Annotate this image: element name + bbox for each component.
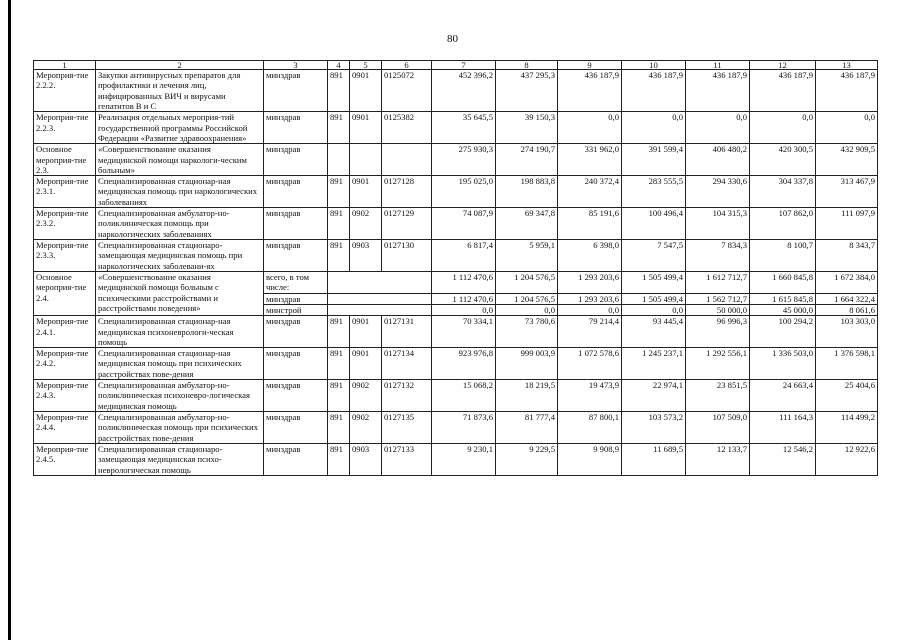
code-cell: 891 bbox=[328, 380, 350, 412]
amount-cell: 436 187,9 bbox=[816, 70, 878, 112]
table-row bbox=[34, 412, 878, 444]
activity-name-cell: Специализированная стационаро-замещающая медицинская помощь при наркологических заболевани-ях bbox=[96, 240, 264, 272]
amount-cell: 331 962,0 bbox=[558, 144, 622, 176]
amount-cell: 1 612 712,7 bbox=[686, 271, 750, 293]
code-cell: 891 bbox=[328, 443, 350, 475]
executor-cell: минздрав bbox=[264, 176, 328, 208]
code-cell: 0127135 bbox=[382, 412, 432, 444]
amount-cell: 81 777,4 bbox=[496, 412, 558, 444]
code-cell: 891 bbox=[328, 112, 350, 144]
header-row bbox=[34, 61, 878, 70]
col-header: 4 bbox=[328, 61, 350, 70]
amount-cell: 1 376 598,1 bbox=[816, 348, 878, 380]
amount-cell: 69 347,8 bbox=[496, 208, 558, 240]
amount-cell: 420 300,5 bbox=[750, 144, 816, 176]
table-row bbox=[34, 176, 878, 208]
code-cell: 0903 bbox=[350, 443, 382, 475]
table-row bbox=[34, 443, 878, 475]
amount-cell: 50 000,0 bbox=[686, 304, 750, 315]
code-cell bbox=[328, 271, 432, 293]
col-header: 7 bbox=[432, 61, 496, 70]
col-header: 5 bbox=[350, 61, 382, 70]
amount-cell: 39 150,3 bbox=[496, 112, 558, 144]
amount-cell: 11 689,5 bbox=[622, 443, 686, 475]
amount-cell: 6 398,0 bbox=[558, 240, 622, 272]
amount-cell: 45 000,0 bbox=[750, 304, 816, 315]
amount-cell: 274 190,7 bbox=[496, 144, 558, 176]
activity-id-cell: Мероприя-тие 2.2.2. bbox=[34, 70, 96, 112]
code-cell: 0901 bbox=[350, 348, 382, 380]
amount-cell: 15 068,2 bbox=[432, 380, 496, 412]
amount-cell: 9 230,1 bbox=[432, 443, 496, 475]
activity-id-cell: Мероприя-тие 2.3.3. bbox=[34, 240, 96, 272]
col-header: 9 bbox=[558, 61, 622, 70]
amount-cell: 0,0 bbox=[816, 112, 878, 144]
amount-cell: 436 187,9 bbox=[686, 70, 750, 112]
table-row bbox=[34, 316, 878, 348]
amount-cell: 87 800,1 bbox=[558, 412, 622, 444]
executor-cell: минздрав bbox=[264, 240, 328, 272]
amount-cell: 999 003,9 bbox=[496, 348, 558, 380]
activity-id-cell: Мероприя-тие 2.4.5. bbox=[34, 443, 96, 475]
activity-name-cell: Специализированная стационар-ная медицинская помощь при психических расстройствах пове-дения bbox=[96, 348, 264, 380]
code-cell: 0902 bbox=[350, 412, 382, 444]
activity-name-cell: Специализированная амбулатор-но-поликлиническая психоневро-логическая медицинская помощь bbox=[96, 380, 264, 412]
amount-cell: 1 615 845,8 bbox=[750, 293, 816, 304]
amount-cell: 436 187,9 bbox=[622, 70, 686, 112]
code-cell bbox=[350, 144, 382, 176]
amount-cell: 240 372,4 bbox=[558, 176, 622, 208]
code-cell: 891 bbox=[328, 316, 350, 348]
amount-cell: 1 112 470,6 bbox=[432, 271, 496, 293]
amount-cell: 111 097,9 bbox=[816, 208, 878, 240]
amount-cell: 275 930,3 bbox=[432, 144, 496, 176]
activity-id-cell: Мероприя-тие 2.3.2. bbox=[34, 208, 96, 240]
amount-cell: 923 976,8 bbox=[432, 348, 496, 380]
executor-cell: минздрав bbox=[264, 380, 328, 412]
col-header: 6 bbox=[382, 61, 432, 70]
amount-cell: 391 599,4 bbox=[622, 144, 686, 176]
col-header: 8 bbox=[496, 61, 558, 70]
amount-cell: 6 817,4 bbox=[432, 240, 496, 272]
amount-cell: 1 505 499,4 bbox=[622, 293, 686, 304]
executor-cell: минздрав bbox=[264, 348, 328, 380]
table-row bbox=[34, 380, 878, 412]
amount-cell: 24 663,4 bbox=[750, 380, 816, 412]
code-cell: 891 bbox=[328, 348, 350, 380]
activity-id-cell: Мероприя-тие 2.4.4. bbox=[34, 412, 96, 444]
table-row bbox=[34, 348, 878, 380]
amount-cell: 9 908,9 bbox=[558, 443, 622, 475]
code-cell: 891 bbox=[328, 176, 350, 208]
amount-cell: 1 336 503,0 bbox=[750, 348, 816, 380]
executor-cell: всего, в том числе: bbox=[264, 271, 328, 293]
amount-cell: 294 330,6 bbox=[686, 176, 750, 208]
code-cell bbox=[328, 144, 350, 176]
amount-cell: 93 445,4 bbox=[622, 316, 686, 348]
col-header: 2 bbox=[96, 61, 264, 70]
table-row bbox=[34, 208, 878, 240]
activity-name-cell: Реализация отдельных мероприя-тий государственной программы Российской Федерации «Развитие здравоохранения» bbox=[96, 112, 264, 144]
amount-cell: 436 187,9 bbox=[750, 70, 816, 112]
amount-cell: 79 214,4 bbox=[558, 316, 622, 348]
amount-cell: 107 509,0 bbox=[686, 412, 750, 444]
code-cell: 891 bbox=[328, 240, 350, 272]
amount-cell: 35 645,5 bbox=[432, 112, 496, 144]
amount-cell: 304 337,8 bbox=[750, 176, 816, 208]
amount-cell: 114 499,2 bbox=[816, 412, 878, 444]
code-cell: 0901 bbox=[350, 176, 382, 208]
amount-cell: 283 555,5 bbox=[622, 176, 686, 208]
amount-cell: 1 072 578,6 bbox=[558, 348, 622, 380]
amount-cell: 0,0 bbox=[496, 304, 558, 315]
executor-cell: минздрав bbox=[264, 412, 328, 444]
executor-cell: минстрой bbox=[264, 304, 328, 315]
table-row bbox=[34, 112, 878, 144]
code-cell bbox=[328, 304, 432, 315]
activity-name-cell: Специализированная стационаро-замещающая медицинская психо-неврологическая помощь bbox=[96, 443, 264, 475]
page-number: 80 bbox=[447, 33, 458, 45]
amount-cell: 437 295,3 bbox=[496, 70, 558, 112]
table-row bbox=[34, 70, 878, 112]
code-cell: 0901 bbox=[350, 112, 382, 144]
amount-cell: 432 909,5 bbox=[816, 144, 878, 176]
code-cell: 0127131 bbox=[382, 316, 432, 348]
executor-cell: минздрав bbox=[264, 112, 328, 144]
amount-cell: 0,0 bbox=[622, 112, 686, 144]
amount-cell: 0,0 bbox=[558, 112, 622, 144]
amount-cell: 195 025,0 bbox=[432, 176, 496, 208]
amount-cell: 8 100,7 bbox=[750, 240, 816, 272]
col-header: 10 bbox=[622, 61, 686, 70]
code-cell: 0127129 bbox=[382, 208, 432, 240]
code-cell: 0127133 bbox=[382, 443, 432, 475]
code-cell: 0901 bbox=[350, 70, 382, 112]
amount-cell: 111 164,3 bbox=[750, 412, 816, 444]
amount-cell: 452 396,2 bbox=[432, 70, 496, 112]
code-cell: 0127132 bbox=[382, 380, 432, 412]
amount-cell: 1 204 576,5 bbox=[496, 271, 558, 293]
activity-id-cell: Мероприя-тие 2.4.2. bbox=[34, 348, 96, 380]
table-row bbox=[34, 240, 878, 272]
col-header: 3 bbox=[264, 61, 328, 70]
amount-cell: 1 660 845,8 bbox=[750, 271, 816, 293]
activity-name-cell: Специализированная стационар-ная медицинская помощь при наркологических заболеваниях bbox=[96, 176, 264, 208]
activity-id-cell: Мероприя-тие 2.4.3. bbox=[34, 380, 96, 412]
amount-cell: 85 191,6 bbox=[558, 208, 622, 240]
amount-cell: 1 112 470,6 bbox=[432, 293, 496, 304]
amount-cell: 0,0 bbox=[622, 304, 686, 315]
amount-cell: 96 996,3 bbox=[686, 316, 750, 348]
amount-cell: 1 664 322,4 bbox=[816, 293, 878, 304]
code-cell: 0127128 bbox=[382, 176, 432, 208]
amount-cell: 1 562 712,7 bbox=[686, 293, 750, 304]
amount-cell: 0,0 bbox=[432, 304, 496, 315]
executor-cell: минздрав bbox=[264, 443, 328, 475]
amount-cell: 8 343,7 bbox=[816, 240, 878, 272]
col-header: 11 bbox=[686, 61, 750, 70]
code-cell: 891 bbox=[328, 412, 350, 444]
activity-name-cell: «Совершенствование оказания медицинской помощи больным с психическими расстройствами и расстройствами поведения» bbox=[96, 271, 264, 315]
budget-table bbox=[33, 60, 878, 476]
amount-cell: 1 292 556,1 bbox=[686, 348, 750, 380]
code-cell: 0127130 bbox=[382, 240, 432, 272]
amount-cell: 12 133,7 bbox=[686, 443, 750, 475]
amount-cell: 198 883,8 bbox=[496, 176, 558, 208]
table-row bbox=[34, 271, 878, 293]
amount-cell: 107 862,0 bbox=[750, 208, 816, 240]
code-cell: 0903 bbox=[350, 240, 382, 272]
code-cell bbox=[328, 293, 432, 304]
code-cell bbox=[382, 144, 432, 176]
amount-cell: 7 547,5 bbox=[622, 240, 686, 272]
activity-id-cell: Мероприя-тие 2.3.1. bbox=[34, 176, 96, 208]
amount-cell: 1 505 499,4 bbox=[622, 271, 686, 293]
amount-cell: 103 303,0 bbox=[816, 316, 878, 348]
code-cell: 891 bbox=[328, 70, 350, 112]
activity-name-cell: Закупки антивирусных препаратов для профилактики и лечения лиц, инфицированных ВИЧ и вирусами гепатитов В и С bbox=[96, 70, 264, 112]
activity-id-cell: Мероприя-тие 2.4.1. bbox=[34, 316, 96, 348]
amount-cell: 71 873,6 bbox=[432, 412, 496, 444]
code-cell: 0902 bbox=[350, 208, 382, 240]
amount-cell: 0,0 bbox=[558, 304, 622, 315]
amount-cell: 12 546,2 bbox=[750, 443, 816, 475]
code-cell: 0127134 bbox=[382, 348, 432, 380]
amount-cell: 22 974,1 bbox=[622, 380, 686, 412]
amount-cell: 12 922,6 bbox=[816, 443, 878, 475]
amount-cell: 1 204 576,5 bbox=[496, 293, 558, 304]
code-cell: 0902 bbox=[350, 380, 382, 412]
code-cell: 891 bbox=[328, 208, 350, 240]
amount-cell: 406 480,2 bbox=[686, 144, 750, 176]
amount-cell: 100 496,4 bbox=[622, 208, 686, 240]
amount-cell: 0,0 bbox=[686, 112, 750, 144]
activity-name-cell: Специализированная амбулатор-но-поликлиническая помощь при психических расстройствах пове-дения bbox=[96, 412, 264, 444]
executor-cell: минздрав bbox=[264, 293, 328, 304]
amount-cell: 8 061,6 bbox=[816, 304, 878, 315]
amount-cell: 74 087,9 bbox=[432, 208, 496, 240]
amount-cell: 19 473,9 bbox=[558, 380, 622, 412]
activity-id-cell: Основное мероприя-тие 2.3. bbox=[34, 144, 96, 176]
amount-cell: 104 315,3 bbox=[686, 208, 750, 240]
activity-name-cell: Специализированная амбулатор-но-поликлиническая помощь при наркологических заболеваниях bbox=[96, 208, 264, 240]
activity-name-cell: «Совершенствование оказания медицинской помощи наркологи-ческим больным» bbox=[96, 144, 264, 176]
amount-cell: 1 293 203,6 bbox=[558, 293, 622, 304]
amount-cell: 100 294,2 bbox=[750, 316, 816, 348]
amount-cell: 1 293 203,6 bbox=[558, 271, 622, 293]
activity-id-cell: Мероприя-тие 2.2.3. bbox=[34, 112, 96, 144]
amount-cell: 1 245 237,1 bbox=[622, 348, 686, 380]
table-row bbox=[34, 144, 878, 176]
executor-cell: минздрав bbox=[264, 316, 328, 348]
activity-id-cell: Основное мероприя-тие 2.4. bbox=[34, 271, 96, 315]
amount-cell: 0,0 bbox=[750, 112, 816, 144]
amount-cell: 18 219,5 bbox=[496, 380, 558, 412]
col-header: 13 bbox=[816, 61, 878, 70]
code-cell: 0901 bbox=[350, 316, 382, 348]
col-header: 1 bbox=[34, 61, 96, 70]
amount-cell: 5 959,1 bbox=[496, 240, 558, 272]
code-cell: 0125072 bbox=[382, 70, 432, 112]
code-cell: 0125382 bbox=[382, 112, 432, 144]
amount-cell: 313 467,9 bbox=[816, 176, 878, 208]
binder-edge bbox=[8, 0, 11, 640]
activity-name-cell: Специализированная стационар-ная медицинская психоневрологи-ческая помощь bbox=[96, 316, 264, 348]
amount-cell: 73 780,6 bbox=[496, 316, 558, 348]
amount-cell: 23 851,5 bbox=[686, 380, 750, 412]
executor-cell: минздрав bbox=[264, 70, 328, 112]
amount-cell: 25 404,6 bbox=[816, 380, 878, 412]
amount-cell: 70 334,1 bbox=[432, 316, 496, 348]
col-header: 12 bbox=[750, 61, 816, 70]
amount-cell: 1 672 384,0 bbox=[816, 271, 878, 293]
amount-cell: 103 573,2 bbox=[622, 412, 686, 444]
amount-cell: 7 834,3 bbox=[686, 240, 750, 272]
executor-cell: минздрав bbox=[264, 208, 328, 240]
amount-cell: 436 187,9 bbox=[558, 70, 622, 112]
amount-cell: 9 229,5 bbox=[496, 443, 558, 475]
executor-cell: минздрав bbox=[264, 144, 328, 176]
